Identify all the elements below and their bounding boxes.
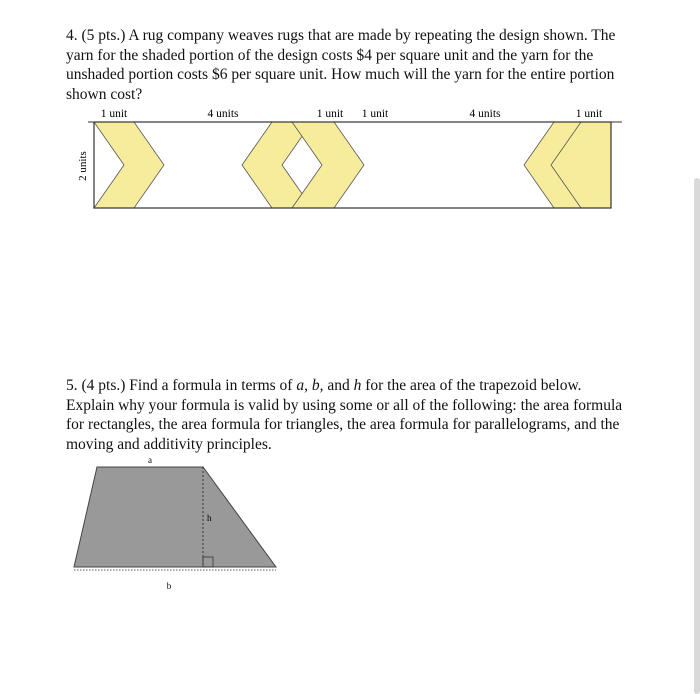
trapezoid-figure — [66, 455, 306, 595]
label-4-units-b: 4 units — [469, 108, 501, 120]
rug-design-figure — [66, 104, 626, 216]
scrollbar[interactable] — [694, 178, 700, 694]
var-h: h — [353, 377, 362, 394]
label-2-units: 2 units — [77, 151, 89, 181]
label-1-unit-b: 1 unit — [316, 108, 344, 120]
label-1-unit-c: 1 unit — [361, 108, 389, 120]
problem-5-text: 5. (4 pts.) Find a formula in terms of a, b, and h for the area of the trapezoid below. Explain why your formula is valid by using some or all of the following: the area formula for rectangles, the area formula for triangles, the area formula for parallelograms, and the moving and additivity principles. — [66, 377, 623, 453]
shaded-band-left — [94, 122, 164, 208]
trapezoid-shape — [74, 467, 276, 567]
var-a: a — [296, 377, 305, 394]
var-b: b — [311, 377, 320, 394]
label-b: b — [166, 581, 172, 591]
shaded-band-right-mid — [292, 122, 364, 208]
label-a: a — [148, 455, 152, 465]
label-4-units-a: 4 units — [207, 108, 239, 120]
problem-4-text: 4. (5 pts.) A rug company weaves rugs that are made by repeating the design shown. The yarn for the shaded portion of the design costs $4 per square unit and the yarn for the unshaded portion costs $6 per square unit. How much will the yarn for the entire portion shown cost? — [66, 27, 616, 103]
label-1-unit-a: 1 unit — [100, 108, 128, 120]
label-h: h — [207, 513, 212, 523]
shaded-bands — [94, 122, 611, 208]
label-1-unit-d: 1 unit — [575, 108, 603, 120]
